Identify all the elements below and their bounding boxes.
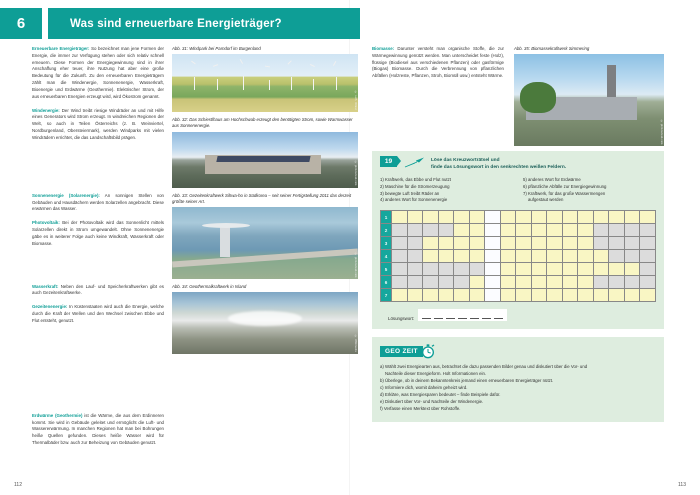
crossword-cell[interactable] [547, 224, 563, 237]
crossword-cell[interactable] [469, 250, 485, 263]
crossword-cell[interactable] [516, 237, 532, 250]
crossword-cell[interactable] [562, 276, 578, 289]
solution-letter-blank[interactable] [482, 312, 491, 319]
crossword-blocked-cell [609, 250, 625, 263]
crossword-blocked-cell [392, 263, 408, 276]
figure-caption-32: Abb. 32: Das Schiestlhaus am Hochschwab erzeugt den benötigten Strom, sowie Warmwasser aus Sonnenenergie. [172, 117, 353, 129]
crossword-cell[interactable] [500, 289, 516, 302]
geo-zeit-item: c) Informiere dich, womit daheim geheizt wird. [380, 385, 468, 391]
term-windenergie: Windenergie: [32, 107, 60, 113]
crossword-blocked-cell [392, 237, 408, 250]
exercise-header [380, 156, 656, 171]
crossword-cell[interactable] [469, 211, 485, 224]
clue-item: 4) anderes Wort für Sonnenenergie [380, 197, 448, 203]
crossword-cell[interactable] [423, 250, 439, 263]
spacer-left-3 [32, 332, 164, 413]
crossword-cell[interactable] [593, 211, 609, 224]
crossword-blocked-cell [624, 276, 640, 289]
crossword-row-number: 1 [381, 211, 392, 224]
crossword-blocked-cell [640, 276, 656, 289]
crossword-cell[interactable] [593, 263, 609, 276]
crossword-cell[interactable] [578, 263, 594, 276]
crossword-blocked-cell [609, 224, 625, 237]
crossword-blocked-cell [407, 276, 423, 289]
crossword-cell[interactable] [609, 289, 625, 302]
exercise-number-badge: 19 [380, 156, 397, 167]
crossword-cell[interactable] [624, 263, 640, 276]
crossword-row-number: 3 [381, 237, 392, 250]
crossword-cell[interactable] [562, 237, 578, 250]
figure-image-32 [172, 132, 358, 188]
crossword-cell[interactable] [562, 289, 578, 302]
crossword-cell[interactable] [562, 211, 578, 224]
crossword-cell[interactable] [423, 237, 439, 250]
crossword-blocked-cell [609, 276, 625, 289]
crossword-cell[interactable] [454, 250, 470, 263]
crossword-blocked-cell [392, 276, 408, 289]
solution-word-blanks[interactable] [418, 309, 507, 321]
crossword-row [381, 263, 656, 276]
crossword-cell[interactable] [531, 250, 547, 263]
crossword-cell[interactable] [469, 289, 485, 302]
crossword-cell[interactable] [500, 250, 516, 263]
crossword-blocked-cell [469, 263, 485, 276]
clue-item [523, 191, 656, 205]
crossword-cell[interactable] [578, 250, 594, 263]
crossword-cell[interactable] [593, 289, 609, 302]
crossword-cell[interactable] [438, 250, 454, 263]
figure-biomassekraftwerk [514, 46, 664, 146]
figure-credit-33: © picturedesk.com [354, 252, 357, 278]
solution-letter-blank[interactable] [458, 312, 467, 319]
figure-image-34 [172, 292, 358, 354]
crossword-blocked-cell [454, 263, 470, 276]
crossword-blocked-cell [624, 237, 640, 250]
figure-image-35 [514, 54, 664, 146]
exercise-title-line2: finde das Lösungswort in den senkrechten weißen Feldern. [431, 165, 567, 171]
geo-zeit-item: f) Verfasse einen Merktext über Rohstoffe. [380, 406, 461, 412]
crossword-cell[interactable] [516, 250, 532, 263]
crossword-solution-cell[interactable] [485, 250, 501, 263]
crossword-cell[interactable] [531, 237, 547, 250]
crossword-cell[interactable] [423, 289, 439, 302]
geo-zeit-item [380, 364, 656, 378]
paragraph-windenergie [32, 108, 164, 142]
figure-caption-33: Abb. 33: Gezeitenkraftwerk Sihwa-ho in Südkorea – seit seiner Fertigstellung 2011 das derzeit größte seiner Art. [172, 192, 352, 204]
crossword-cell[interactable] [562, 250, 578, 263]
figure-image-33 [172, 207, 358, 279]
term-photovoltaik: Photovoltaik: [32, 220, 60, 226]
crossword-cell[interactable] [500, 237, 516, 250]
crossword-grid[interactable] [380, 210, 656, 302]
crossword-cell[interactable] [547, 289, 563, 302]
crossword-solution-cell[interactable] [485, 263, 501, 276]
page-title: Was sind erneuerbare Energieträger? [48, 8, 360, 39]
paragraph-biomasse [372, 46, 504, 80]
biomasse-text-block [372, 46, 504, 87]
figure-credit-34: © Wikimedia [354, 335, 357, 353]
figure-credit-35: © picturedesk.com [660, 119, 663, 145]
spacer-left-2 [32, 255, 164, 284]
exercise-title-line1: Löse das Kreuzworträtsel und [431, 158, 500, 164]
crossword-blocked-cell [593, 237, 609, 250]
solution-letter-blank[interactable] [470, 312, 479, 319]
crossword-cell[interactable] [469, 237, 485, 250]
clues-column-right [523, 177, 656, 205]
text-gezeitenenergie: In Küstenstaaten wird auch die Energie, welche durch die Kraft der Wellen und den Wechsel zwischen Ebbe und Flut entsteht, genutzt. [32, 304, 164, 323]
clue-item: 5) anderes Wort für Erdwärme [523, 176, 581, 182]
figure-geothermal [172, 284, 358, 354]
exercise-title [431, 156, 566, 171]
solution-letter-blank[interactable] [422, 312, 431, 319]
term-erneuerbare: Erneuerbare Energieträger: [32, 46, 90, 51]
clue-item: 1) Kraftwerk, das Ebbe und Flut nutzt [380, 176, 451, 182]
crossword-cell[interactable] [547, 237, 563, 250]
crossword-cell[interactable] [516, 276, 532, 289]
crossword-blocked-cell [392, 250, 408, 263]
crossword-solution-cell[interactable] [485, 224, 501, 237]
stopwatch-icon [420, 343, 436, 359]
paragraph-gezeitenenergie [32, 304, 164, 324]
crossword-cell[interactable] [547, 263, 563, 276]
crossword-cell[interactable] [392, 289, 408, 302]
crossword-grid-wrapper[interactable] [380, 210, 656, 302]
crossword-cell[interactable] [531, 289, 547, 302]
clues-column-left [380, 177, 513, 205]
crossword-blocked-cell [640, 250, 656, 263]
term-gezeitenenergie: Gezeitenenergie: [32, 304, 68, 310]
crossword-cell[interactable] [640, 289, 656, 302]
crossword-blocked-cell [624, 224, 640, 237]
crossword-cell[interactable] [562, 263, 578, 276]
clue-item-main: 7) Kraftwerk, für das große Wassermengen [523, 190, 606, 196]
geo-item-continuation: Nachteile dieser Energieform. Holt Informationen ein. [385, 371, 487, 377]
crossword-cell[interactable] [407, 289, 423, 302]
crossword-solution-cell[interactable] [485, 289, 501, 302]
crossword-blocked-cell [593, 224, 609, 237]
crossword-blocked-cell [407, 250, 423, 263]
crossword-row [381, 237, 656, 250]
crossword-row [381, 289, 656, 302]
clue-item: 3) bewegte Luft treibt Räder an [380, 190, 440, 196]
text-erneuerbare: So bezeichnet man jene Formen der Energie, die immer zur Verfügung stehen oder sich relativ schnell erneuern. Diese Formen der Energiegewinnung sind in ihrer Anschaffung eher teuer, ihre Nutzung hat aber eine große Bedeutung für die Zukunft. Zu den erneuerbaren Energieträgern zählt man die Windenergie, Sonnenenergie, Wasserkraft, Bioenergie und Erdwärme (Geothermie). Elektrischer Strom, der aus erneuerbaren Energien erzeugt wird, wird Ökostrom genannt. [32, 46, 164, 99]
crossword-cell[interactable] [500, 276, 516, 289]
term-biomasse: Biomasse: [372, 46, 395, 51]
exercise-19-box [372, 151, 664, 329]
crossword-cell[interactable] [469, 276, 485, 289]
text-wasserkraft: Neben den Lauf- und Speicherkraftwerken gibt es auch Gezeitenkraftwerke. [32, 283, 164, 296]
term-sonnenenergie: Sonnenenergie (Solarenergie): [32, 192, 100, 198]
paragraph-erdwaerme [32, 413, 164, 447]
crossword-cell[interactable] [438, 211, 454, 224]
geo-item-main: a) Wählt zwei Energiearten aus, betrachtet die dazu passenden Bilder genau und diskutiert über die Vor- und [380, 364, 588, 370]
crossword-solution-cell[interactable] [485, 237, 501, 250]
geo-zeit-badge: GEO ZEIT [380, 346, 423, 357]
spacer-left-1 [32, 149, 164, 193]
text-sonnenenergie: An sonnigen Stellen von Gebäuden und Hausdächern werden Solarzellen angebracht. Diese erwärmen das Wasser. [32, 192, 164, 212]
page-number-right: 113 [678, 482, 686, 488]
paragraph-wasserkraft [32, 284, 164, 298]
crossword-cell[interactable] [438, 289, 454, 302]
crossword-blocked-cell [423, 224, 439, 237]
figure-caption-34: Abb. 34: Geothermalkraftwerk in Island [172, 284, 247, 290]
figure-caption-35: Abb. 35: Biomassekraftwerk Simmering [514, 46, 590, 51]
crossword-cell[interactable] [392, 211, 408, 224]
term-wasserkraft: Wasserkraft: [32, 283, 59, 289]
crossword-cell[interactable] [578, 276, 594, 289]
crossword-cell[interactable] [438, 237, 454, 250]
figure-image-31 [172, 54, 358, 112]
crossword-cell[interactable] [423, 211, 439, 224]
crossword-cell[interactable] [407, 211, 423, 224]
crossword-cell[interactable] [454, 289, 470, 302]
crossword-row [381, 250, 656, 263]
crossword-blocked-cell [624, 250, 640, 263]
crossword-cell[interactable] [516, 224, 532, 237]
crossword-row-number: 5 [381, 263, 392, 276]
crossword-cell[interactable] [624, 211, 640, 224]
paragraph-photovoltaik [32, 220, 164, 247]
figure-schiestlhaus [172, 117, 358, 187]
crossword-blocked-cell [609, 237, 625, 250]
solution-letter-blank[interactable] [446, 312, 455, 319]
crossword-cell[interactable] [500, 263, 516, 276]
crossword-cell[interactable] [516, 263, 532, 276]
crossword-cell[interactable] [516, 289, 532, 302]
clue-item-continuation: aufgestaut werden [528, 197, 564, 203]
geo-zeit-item: e) Diskutiert über Vor- und Nachteile der Windenergie. [380, 399, 484, 405]
crossword-cell[interactable] [500, 224, 516, 237]
crossword-cell[interactable] [469, 224, 485, 237]
crossword-cell[interactable] [547, 276, 563, 289]
crossword-blocked-cell [438, 276, 454, 289]
crossword-cell[interactable] [609, 263, 625, 276]
crossword-blocked-cell [438, 224, 454, 237]
crossword-cell[interactable] [531, 276, 547, 289]
text-biomasse: Darunter versteht man organische Stoffe, die zur Wärmegewinnung genützt werden. Man unterscheidet feste (Holz), flüssige (Biodiesel aus verschiedenen Pflanzen) oder gasförmige (Biogas) Biomasse. Durch die Verbrennung von pflanzlichen Abfällen (Holzreste, Pflanzen, Stroh, Biomüll usw.) entsteht Wärme. [372, 46, 504, 79]
page-number-left: 112 [14, 482, 22, 488]
crossword-blocked-cell [392, 224, 408, 237]
crossword-blocked-cell [423, 263, 439, 276]
crossword-cell[interactable] [454, 237, 470, 250]
crossword-cell[interactable] [547, 211, 563, 224]
figure-gezeitenkraftwerk [172, 193, 358, 279]
middle-figure-column [172, 46, 358, 359]
geo-zeit-header [380, 343, 656, 359]
solution-letter-blank[interactable] [434, 312, 443, 319]
crossword-blocked-cell [640, 224, 656, 237]
crossword-blocked-cell [423, 276, 439, 289]
geo-zeit-box [372, 337, 664, 422]
crossword-cell[interactable] [578, 237, 594, 250]
crossword-cell[interactable] [454, 211, 470, 224]
figure-caption-31: Abb. 31: Windpark bei Parndorf im Burgenland [172, 46, 261, 51]
crossword-solution-cell[interactable] [485, 211, 501, 224]
geo-zeit-item: b) Überlege, ob in deinem Bekanntenkreis jemand einen erneuerbaren Energieträger nützt. [380, 378, 554, 384]
chapter-number: 6 [0, 8, 42, 39]
term-erdwaerme: Erdwärme (Geothermie) [32, 412, 83, 418]
right-content-column [372, 46, 664, 422]
crossword-row [381, 224, 656, 237]
crossword-clues [380, 177, 656, 205]
crossword-blocked-cell [407, 224, 423, 237]
crossword-cell[interactable] [531, 224, 547, 237]
crossword-cell[interactable] [500, 211, 516, 224]
crossword-cell[interactable] [531, 211, 547, 224]
crossword-cell[interactable] [609, 211, 625, 224]
crossword-row-number: 6 [381, 276, 392, 289]
crossword-cell[interactable] [547, 250, 563, 263]
crossword-cell[interactable] [578, 224, 594, 237]
crossword-blocked-cell [593, 276, 609, 289]
hand-pointing-icon [404, 156, 426, 168]
clue-item: 6) pflanzliche Abfälle zur Energiegewinnung [523, 183, 607, 189]
crossword-cell[interactable] [531, 263, 547, 276]
crossword-cell[interactable] [516, 211, 532, 224]
crossword-solution-cell[interactable] [485, 276, 501, 289]
solution-word-row [380, 309, 656, 321]
crossword-row-number: 4 [381, 250, 392, 263]
solution-word-label: Lösungswort: [388, 316, 415, 322]
solution-letter-blank[interactable] [494, 312, 503, 319]
crossword-cell[interactable] [593, 250, 609, 263]
figure-windpark [172, 46, 358, 112]
crossword-cell[interactable] [640, 211, 656, 224]
crossword-blocked-cell [640, 237, 656, 250]
crossword-blocked-cell [438, 263, 454, 276]
paragraph-sonnenenergie [32, 193, 164, 213]
page-header [0, 8, 360, 39]
paragraph-erneuerbare [32, 46, 164, 101]
crossword-blocked-cell [454, 276, 470, 289]
crossword-row [381, 211, 656, 224]
crossword-cell[interactable] [624, 289, 640, 302]
left-text-column [32, 46, 164, 454]
crossword-blocked-cell [407, 263, 423, 276]
crossword-cell[interactable] [454, 224, 470, 237]
text-photovoltaik: Bei der Photovoltaik wird das Sonnenlicht mittels Solarzellen direkt in Strom umgewandelt. Ohne Sonnenenergie gäbe es in weiterer Folge auch keine Windkraft, Wasserkraft oder Biomasse. [32, 220, 164, 246]
crossword-blocked-cell [407, 237, 423, 250]
crossword-cell[interactable] [578, 211, 594, 224]
text-windenergie: Der Wind treibt riesige Windräder an und mit Hilfe eines Generators wird Strom erzeugt. In windreichen Regionen der Welt, so auch in Teilen Österreichs (z. B. Weinviertel, Nordburgenland, Obersteiermark), werden Windparks mit vielen Windrädern errichtet, die das Landschaftsbild prägen. [32, 107, 164, 140]
crossword-cell[interactable] [562, 224, 578, 237]
crossword-row-number: 7 [381, 289, 392, 302]
geo-zeit-item: d) Erkläre, was Energiesparen bedeutet – finde Beispiele dafür. [380, 392, 501, 398]
clue-item: 2) Maschine für die Stromerzeugung [380, 183, 450, 189]
figure-credit-32: © picturedesk.com [354, 161, 357, 186]
crossword-cell[interactable] [578, 289, 594, 302]
crossword-row [381, 276, 656, 289]
text-erdwaerme: ist die Wärme, die aus dem Erdinneren kommt. Sie wird in Gebäude geleitet und ermöglicht die Luft- und Wassererwärmung. In manchen Regionen hat man bei Bohrungen heiße Quellen gefunden. Dieses heiße Wasser wird für Thermalbäder bzw. auch zur Beheizung von Gebäuden genutzt. [32, 412, 164, 446]
crossword-blocked-cell [640, 263, 656, 276]
biomasse-row [372, 46, 664, 151]
crossword-row-number: 2 [381, 224, 392, 237]
figure-credit-31: © Leth, Otmar [354, 91, 357, 111]
